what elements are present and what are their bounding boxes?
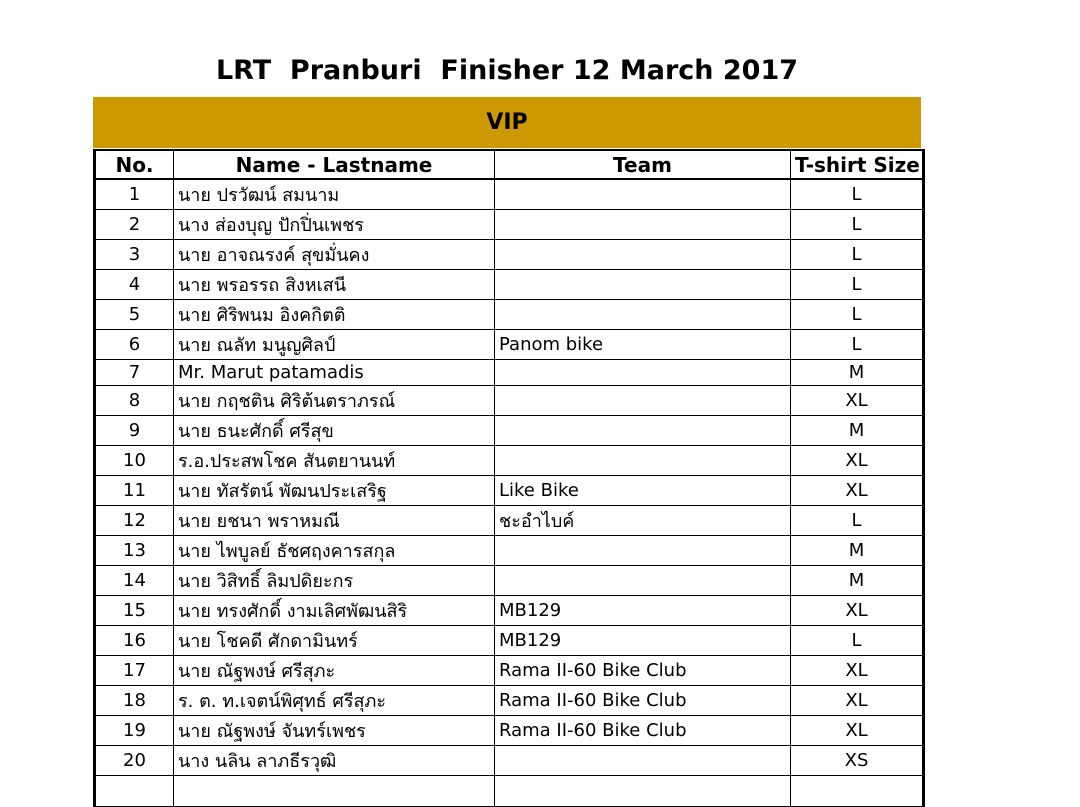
header-name: Name - Lastname <box>174 150 495 179</box>
table-row <box>95 416 924 446</box>
cell-team <box>495 746 791 776</box>
table-row <box>95 386 924 416</box>
cell-size: M <box>791 566 924 596</box>
cell-no: 20 <box>95 746 174 776</box>
cell-no: 7 <box>95 360 174 386</box>
cell-no: 18 <box>95 686 174 716</box>
cell-no: 5 <box>95 300 174 330</box>
cell-size: L <box>791 210 924 240</box>
table-row <box>95 506 924 536</box>
table-row <box>95 626 924 656</box>
empty-cell <box>791 776 924 807</box>
cell-name: ร. ต. ท.เจตน์พิศุทธ์ ศรีสุภะ <box>174 686 495 716</box>
document-title: LRT Pranburi Finisher 12 March 2017 <box>215 55 799 86</box>
cell-team <box>495 360 791 386</box>
cell-name: นาย วิสิทธิ์ ลิมปดิยะกร <box>174 566 495 596</box>
empty-cell <box>174 776 495 807</box>
section-banner <box>93 97 921 148</box>
cell-no: 19 <box>95 716 174 746</box>
cell-name: นาย ณัฐพงษ์ จันทร์เพชร <box>174 716 495 746</box>
cell-team <box>495 300 791 330</box>
cell-name: ร.อ.ประสพโชค สันตยานนท์ <box>174 446 495 476</box>
cell-team: MB129 <box>495 596 791 626</box>
cell-no: 13 <box>95 536 174 566</box>
table-row <box>95 566 924 596</box>
cell-name: นาย ยชนา พราหมณี <box>174 506 495 536</box>
table-row <box>95 179 924 210</box>
empty-cell <box>495 776 791 807</box>
cell-name: นาย โชคดี ศักดามินทร์ <box>174 626 495 656</box>
table-row <box>95 686 924 716</box>
cell-size: XL <box>791 386 924 416</box>
cell-team: Rama II-60 Bike Club <box>495 716 791 746</box>
cell-team <box>495 566 791 596</box>
cell-no: 14 <box>95 566 174 596</box>
cell-no: 4 <box>95 270 174 300</box>
cell-size: M <box>791 536 924 566</box>
cell-name: นาย กฤชติน ศิริต้นตราภรณ์ <box>174 386 495 416</box>
table-row <box>95 446 924 476</box>
table-row <box>95 716 924 746</box>
table-row <box>95 746 924 776</box>
cell-no: 16 <box>95 626 174 656</box>
cell-name: นาย ณัฐพงษ์ ศรีสุภะ <box>174 656 495 686</box>
finisher-table <box>93 149 925 807</box>
cell-size: M <box>791 360 924 386</box>
cell-size: XL <box>791 596 924 626</box>
cell-size: L <box>791 506 924 536</box>
cell-size: XL <box>791 686 924 716</box>
cell-name: นาง นลิน ลาภธีรวุฒิ <box>174 746 495 776</box>
cell-name: นาย พรอรรถ สิงหเสนี <box>174 270 495 300</box>
cell-team: ชะอำไบค์ <box>495 506 791 536</box>
section-label: VIP <box>486 110 528 135</box>
cell-name: นาย ศิริพนม อิงคกิตติ <box>174 300 495 330</box>
cell-no: 17 <box>95 656 174 686</box>
table-row <box>95 330 924 360</box>
cell-team <box>495 446 791 476</box>
cell-team: Rama II-60 Bike Club <box>495 656 791 686</box>
cell-size: XL <box>791 716 924 746</box>
table-row <box>95 360 924 386</box>
cell-size: L <box>791 330 924 360</box>
cell-size: XS <box>791 746 924 776</box>
cell-size: M <box>791 416 924 446</box>
cell-no: 11 <box>95 476 174 506</box>
header-team: Team <box>495 150 791 179</box>
cell-name: นาง ส่องบุญ ปักปิ่นเพชร <box>174 210 495 240</box>
cell-name: นาย ไพบูลย์ ธัชศฤงคารสกุล <box>174 536 495 566</box>
table-row <box>95 240 924 270</box>
cell-size: L <box>791 240 924 270</box>
cell-name: นาย ทัสรัตน์ พัฒนประเสริฐ <box>174 476 495 506</box>
cell-size: XL <box>791 446 924 476</box>
table-row <box>95 210 924 240</box>
cell-name: นาย ธนะศักดิ์ ศรีสุข <box>174 416 495 446</box>
cell-team: Rama II-60 Bike Club <box>495 686 791 716</box>
table-row-empty <box>95 776 924 807</box>
cell-size: L <box>791 626 924 656</box>
cell-size: XL <box>791 656 924 686</box>
cell-name: นาย อาจณรงค์ สุขมั่นคง <box>174 240 495 270</box>
cell-team <box>495 270 791 300</box>
cell-size: L <box>791 270 924 300</box>
cell-size: L <box>791 179 924 210</box>
cell-no: 8 <box>95 386 174 416</box>
cell-no: 9 <box>95 416 174 446</box>
cell-team <box>495 386 791 416</box>
empty-cell <box>95 776 174 807</box>
cell-no: 6 <box>95 330 174 360</box>
cell-name: Mr. Marut patamadis <box>174 360 495 386</box>
cell-team <box>495 179 791 210</box>
cell-no: 3 <box>95 240 174 270</box>
cell-team <box>495 416 791 446</box>
cell-team <box>495 536 791 566</box>
cell-no: 12 <box>95 506 174 536</box>
header-row <box>95 150 924 179</box>
table-row <box>95 536 924 566</box>
cell-no: 10 <box>95 446 174 476</box>
cell-team: Panom bike <box>495 330 791 360</box>
cell-team: Like Bike <box>495 476 791 506</box>
cell-name: นาย ปรวัฒน์ สมนาม <box>174 179 495 210</box>
table-row <box>95 270 924 300</box>
cell-no: 2 <box>95 210 174 240</box>
table-row <box>95 476 924 506</box>
cell-name: นาย ณลัท มนูญศิลป์ <box>174 330 495 360</box>
header-size: T-shirt Size <box>791 150 924 179</box>
cell-size: XL <box>791 476 924 506</box>
header-no: No. <box>95 150 174 179</box>
cell-no: 15 <box>95 596 174 626</box>
cell-team: MB129 <box>495 626 791 656</box>
cell-size: L <box>791 300 924 330</box>
cell-no: 1 <box>95 179 174 210</box>
table-row <box>95 596 924 626</box>
table-row <box>95 300 924 330</box>
table-row <box>95 656 924 686</box>
cell-team <box>495 240 791 270</box>
cell-team <box>495 210 791 240</box>
cell-name: นาย ทรงศักดิ์ งามเลิศพัฒนสิริ <box>174 596 495 626</box>
